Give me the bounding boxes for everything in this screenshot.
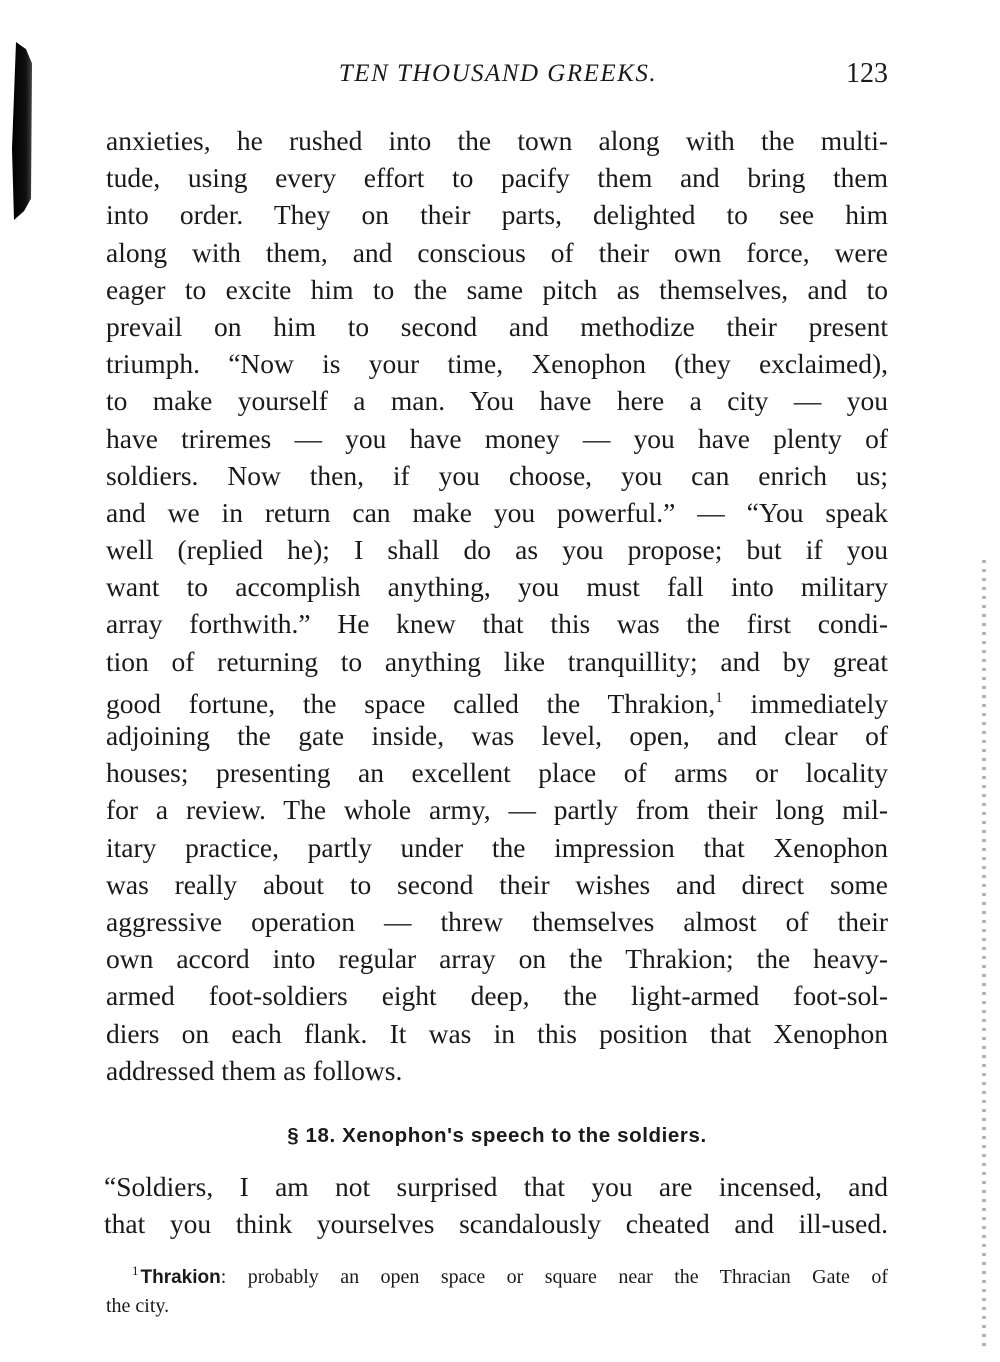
text-segment: good fortune, the space called the Thrakion, — [106, 687, 716, 719]
text-line: to make yourself a man. You have here a city — you — [106, 385, 888, 417]
text-line: have triremes — you have money — you have plenty of — [106, 422, 888, 454]
text-line: triumph. “Now is your time, Xenophon (they exclaimed), — [106, 348, 888, 380]
text-line: was really about to second their wishes and direct some — [106, 868, 888, 900]
text-line: aggressive operation — threw themselves almost of their — [106, 905, 888, 937]
text-line: eager to excite him to the same pitch as themselves, and to — [106, 273, 888, 305]
body-text — [106, 122, 888, 1089]
footnote-term: Thrakion — [140, 1267, 221, 1288]
text-line: want to accomplish anything, you must fall into military — [106, 571, 888, 603]
text-line: that you think yourselves scandalously cheated and ill-used. — [104, 1208, 888, 1240]
text-line: anxieties, he rushed into the town along with the multi- — [106, 125, 888, 156]
text-line: tion of returning to anything like tranquillity; and by great — [106, 645, 888, 677]
section-heading: § 18. Xenophon's speech to the soldiers. — [287, 1124, 707, 1147]
footnote-line: the city. — [106, 1295, 170, 1317]
text-line: into order. They on their parts, delighted to see him — [106, 199, 888, 231]
speech-text — [104, 1168, 888, 1242]
text-line: armed foot-soldiers eight deep, the light-armed foot-sol- — [106, 980, 888, 1012]
text-segment: immediately — [722, 687, 888, 719]
text-line: “Soldiers, I am not surprised that you are incensed, and — [104, 1171, 888, 1202]
text-line: prevail on him to second and methodize their present — [106, 310, 888, 342]
text-line: houses; presenting an excellent place of arms or locality — [106, 757, 888, 789]
text-line: well (replied he); I shall do as you propose; but if you — [106, 534, 888, 566]
footnote-mark: 1 — [132, 1263, 139, 1278]
text-line: array forthwith.” He knew that this was the first condi- — [106, 608, 888, 640]
page-number: 123 — [846, 58, 888, 89]
text-line: own accord into regular array on the Thrakion; the heavy- — [106, 943, 888, 975]
running-head — [108, 60, 888, 100]
text-line: adjoining the gate inside, was level, open, and clear of — [106, 720, 888, 751]
text-line-with-footnote — [106, 680, 888, 717]
text-line: for a review. The whole army, — partly from their long mil- — [106, 794, 888, 826]
footnote — [106, 1256, 888, 1321]
footnote-line — [106, 1256, 888, 1292]
text-line: itary practice, partly under the impression that Xenophon — [106, 831, 888, 863]
text-line: diers on each flank. It was in this position that Xenophon — [106, 1017, 888, 1049]
text-line: soldiers. Now then, if you choose, you can enrich us; — [106, 459, 888, 491]
binding-shadow — [12, 42, 32, 220]
page-edge-shadow — [982, 560, 986, 1350]
text-line: along with them, and conscious of their own force, were — [106, 236, 888, 268]
text-line: tude, using every effort to pacify them and bring them — [106, 162, 888, 194]
running-title: TEN THOUSAND GREEKS. — [338, 60, 658, 87]
footnote-reference: 1 — [715, 689, 723, 706]
text-line: and we in return can make you powerful.” — “You speak — [106, 496, 888, 528]
text-line: addressed them as follows. — [106, 1054, 403, 1086]
footnote-text: : probably an open space or square near the Thracian Gate of — [220, 1266, 888, 1288]
